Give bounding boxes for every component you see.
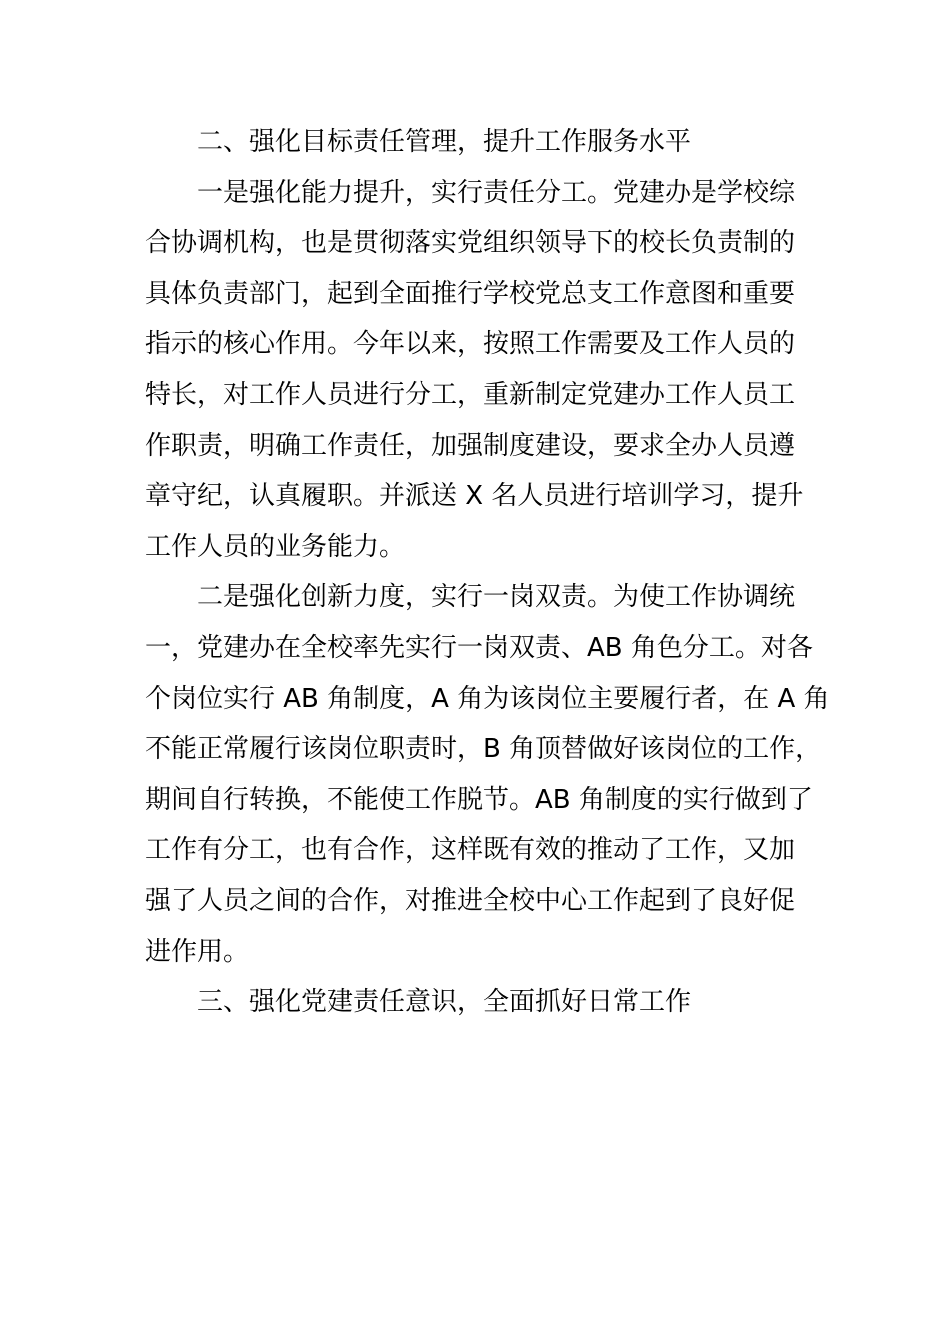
section-heading-3: 三、强化党建责任意识，全面抓好日常工作 (197, 987, 692, 1018)
paragraph-line: 不能正常履行该岗位职责时，B 角顶替做好该岗位的工作， (145, 734, 822, 765)
paragraph-line: 作职责，明确工作责任，加强制度建设，要求全办人员遵 (145, 430, 796, 461)
paragraph-line: 工作有分工，也有合作，这样既有效的推动了工作，又加 (145, 835, 796, 866)
paragraph-line: 具体负责部门，起到全面推行学校党总支工作意图和重要 (145, 278, 796, 309)
paragraph-line: 章守纪，认真履职。并派送 X 名人员进行培训学习，提升 (145, 481, 804, 512)
paragraph-line: 强了人员之间的合作，对推进全校中心工作起到了良好促 (145, 885, 796, 916)
section-heading-2: 二、强化目标责任管理，提升工作服务水平 (197, 127, 692, 157)
paragraph-line: 工作人员的业务能力。 (145, 531, 406, 562)
paragraph-line: 个岗位实行 AB 角制度，A 角为该岗位主要履行者，在 A 角 (145, 683, 830, 714)
paragraph-line: 指示的核心作用。今年以来，按照工作需要及工作人员的 (145, 329, 796, 360)
paragraph-line: 一，党建办在全校率先实行一岗双责、AB 角色分工。对各 (145, 632, 813, 663)
paragraph-2 (145, 572, 830, 977)
paragraph-line: 一是强化能力提升，实行责任分工。党建办是学校综 (197, 177, 796, 208)
document-page (145, 117, 830, 1028)
paragraph-line: 特长，对工作人员进行分工，重新制定党建办工作人员工 (145, 379, 796, 410)
paragraph-line: 进作用。 (145, 936, 250, 967)
paragraph-line: 二是强化创新力度，实行一岗双责。为使工作协调统 (197, 582, 796, 613)
paragraph-line: 合协调机构，也是贯彻落实党组织领导下的校长负责制的 (145, 228, 796, 259)
paragraph-1 (145, 168, 807, 573)
paragraph-line: 期间自行转换，不能使工作脱节。AB 角制度的实行做到了 (145, 784, 813, 815)
